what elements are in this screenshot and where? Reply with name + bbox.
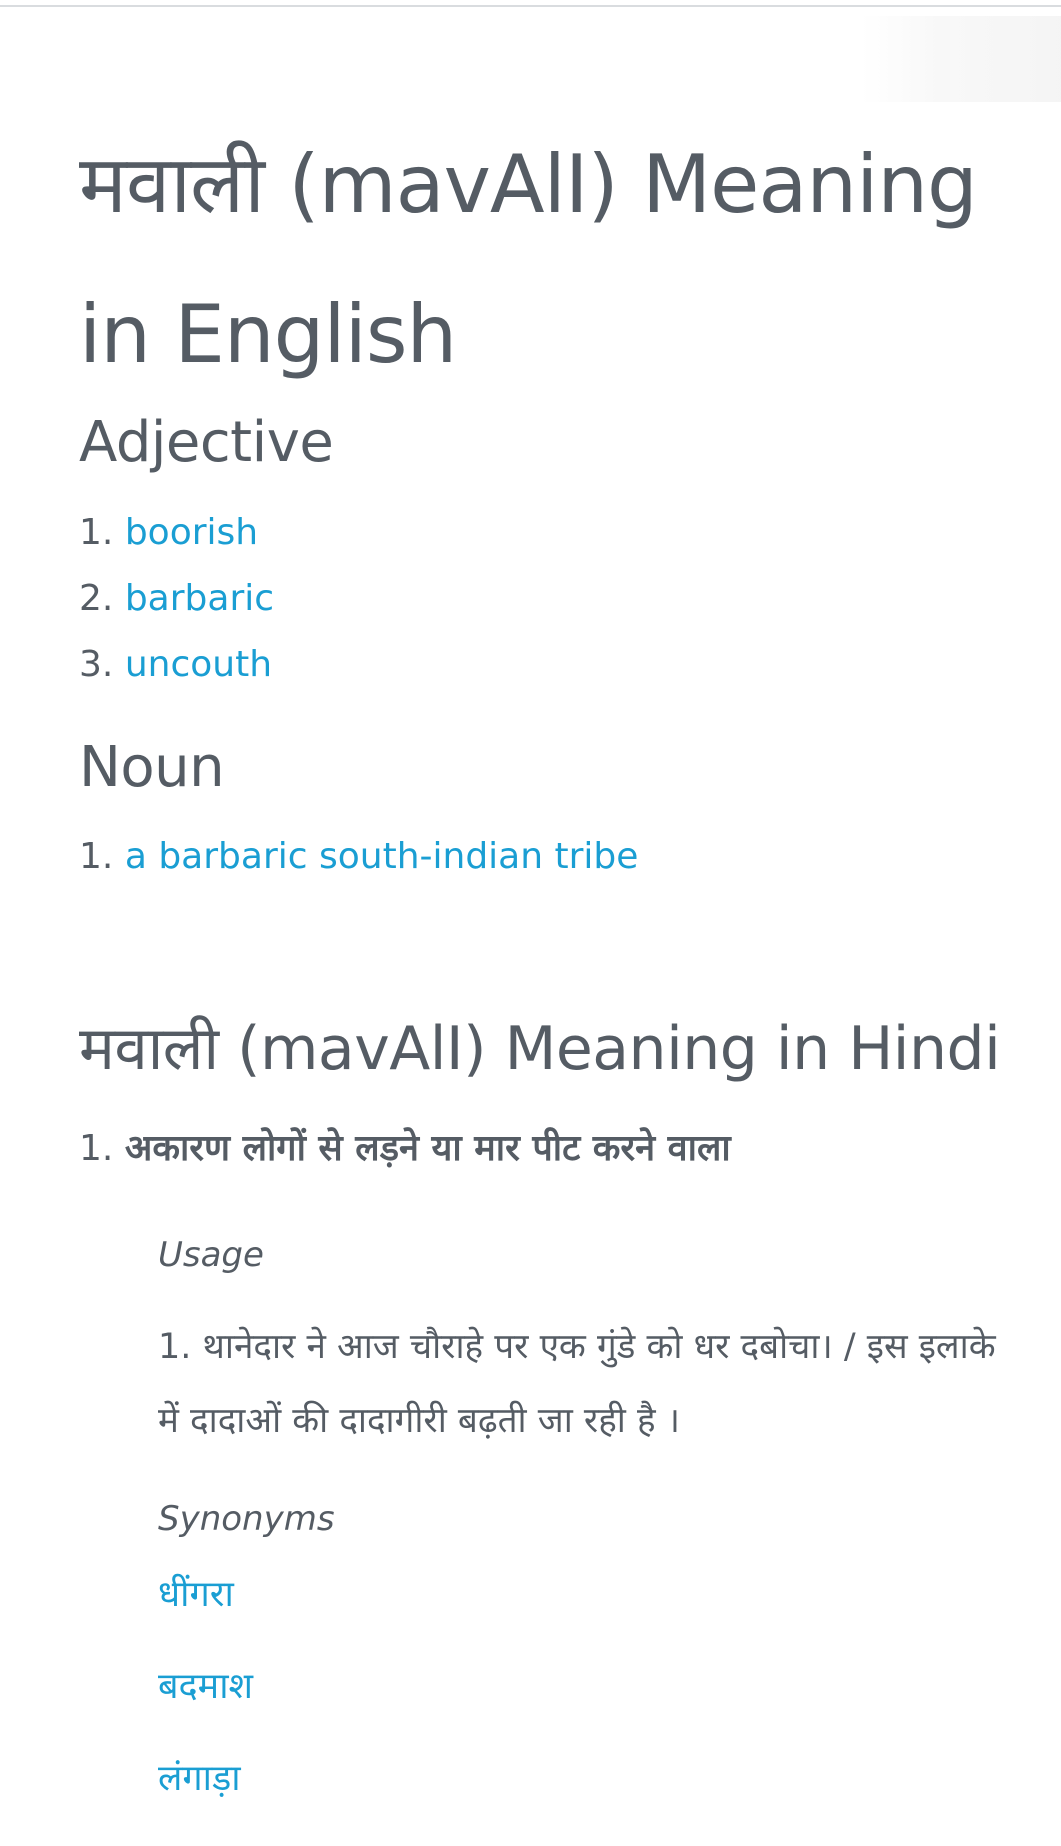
list-number: 1. bbox=[79, 836, 114, 877]
usage-example: 1. थानेदार ने आज चौराहे पर एक गुंडे को धर दबोचा। / इस इलाके में दादाओं की दादागीरी बढ़ती जा रही है । bbox=[158, 1327, 996, 1441]
list-number: 1. bbox=[79, 512, 114, 553]
synonym-link[interactable]: बदमाश bbox=[158, 1666, 254, 1707]
list-item bbox=[158, 1570, 998, 1662]
meaning-link-barbaric[interactable]: barbaric bbox=[124, 578, 275, 619]
list-number: 1. bbox=[79, 1128, 114, 1169]
list-item bbox=[158, 1754, 998, 1846]
usage-label: Usage bbox=[158, 1235, 264, 1275]
usage-and-synonyms bbox=[158, 1230, 998, 1846]
synonym-list bbox=[158, 1570, 998, 1846]
synonym-link[interactable]: धींगरा bbox=[158, 1574, 234, 1615]
adjective-heading: Adjective bbox=[79, 410, 334, 475]
meaning-link-uncouth[interactable]: uncouth bbox=[124, 644, 273, 685]
hindi-definition: अकारण लोगों से लड़ने या मार पीट करने वाला bbox=[124, 1128, 731, 1169]
noun-heading: Noun bbox=[79, 735, 225, 800]
top-border bbox=[0, 0, 1061, 7]
list-item bbox=[158, 1662, 998, 1754]
list-item bbox=[79, 832, 638, 898]
synonym-link[interactable]: लंगाड़ा bbox=[158, 1758, 241, 1799]
adjective-meaning-list bbox=[79, 508, 274, 706]
page-title: मवाली (mavAlI) Meaning in English bbox=[79, 138, 977, 381]
list-number: 2. bbox=[79, 578, 114, 619]
top-corner-overlay bbox=[861, 16, 1061, 102]
meaning-link-tribe[interactable]: a barbaric south-indian tribe bbox=[124, 836, 639, 877]
list-item bbox=[79, 574, 274, 640]
noun-meaning-list bbox=[79, 832, 638, 898]
synonyms-label: Synonyms bbox=[158, 1499, 335, 1539]
list-item bbox=[79, 640, 274, 706]
meaning-link-boorish[interactable]: boorish bbox=[124, 512, 259, 553]
list-number: 3. bbox=[79, 644, 114, 685]
hindi-meaning-heading: मवाली (mavAlI) Meaning in Hindi bbox=[79, 1014, 1001, 1084]
list-item bbox=[79, 508, 274, 574]
hindi-meaning-item bbox=[79, 1124, 731, 1174]
